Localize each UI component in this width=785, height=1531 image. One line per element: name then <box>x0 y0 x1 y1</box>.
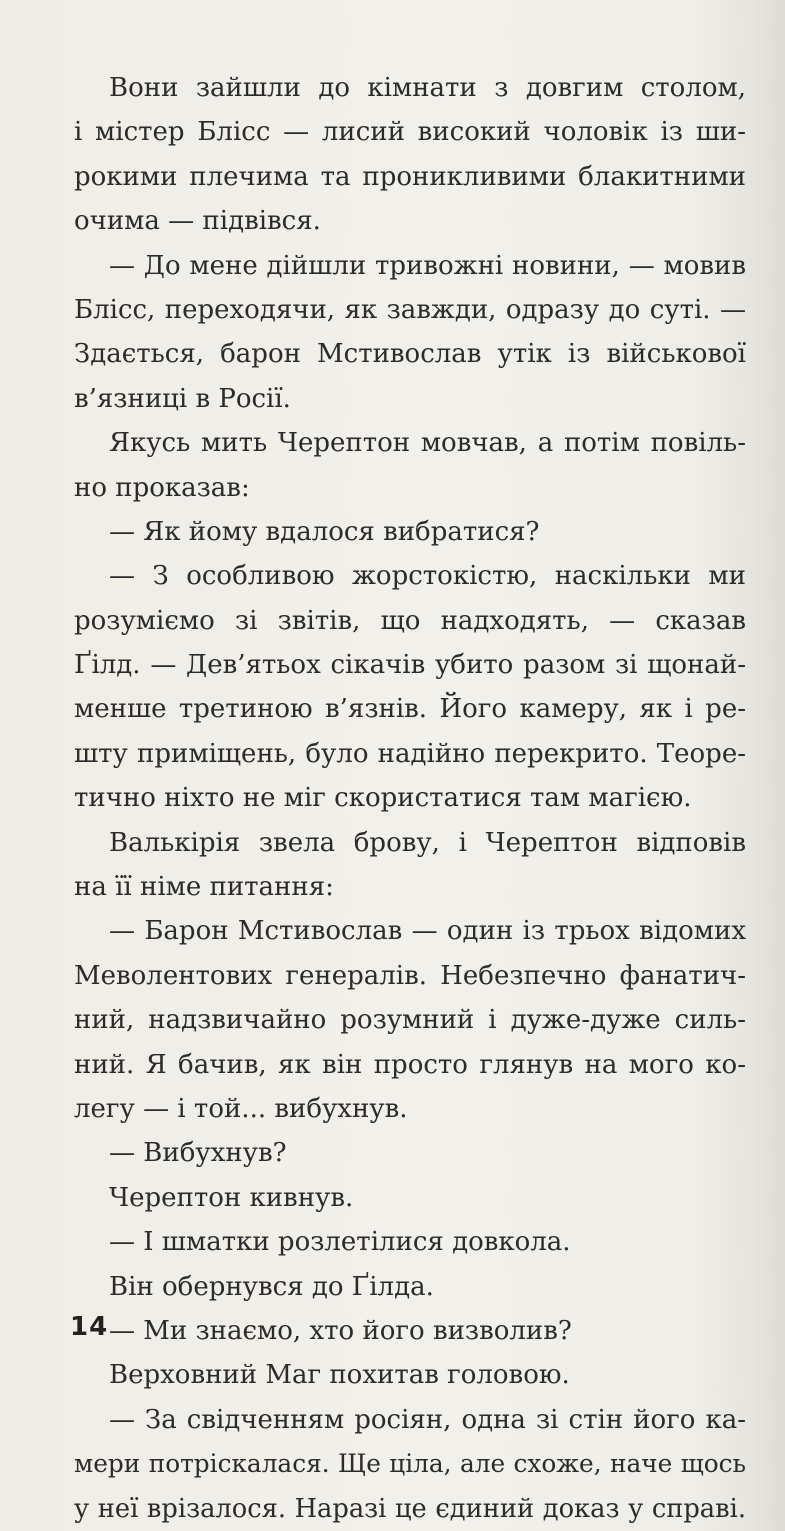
text-line: розуміємо зі звітів, що надходять, — сказав <box>74 605 746 636</box>
text-line: — Ми знаємо, хто його визволив? <box>109 1315 572 1346</box>
text-line: ний, надзвичайно розумний і дуже-дуже силь- <box>74 1005 746 1036</box>
text-line: Меволентових генералів. Небезпечно фанатич- <box>74 960 746 991</box>
text-line: легу — і той... вибухнув. <box>74 1093 408 1124</box>
page-number: 14 <box>70 1312 109 1342</box>
text-line: очима — підвівся. <box>74 206 321 237</box>
text-line: — З особливою жорстокістю, наскільки ми <box>109 561 746 592</box>
text-line: у неї врізалося. Наразі це єдиний доказ у справі. <box>74 1493 746 1524</box>
text-line: — І шматки розлетілися довкола. <box>109 1227 571 1258</box>
text-line: ний. Я бачив, як він просто глянув на мого ко- <box>74 1049 746 1080</box>
text-line: мери потріскалася. Ще ціла, але схоже, наче щось <box>74 1449 746 1479</box>
text-line: Вони зайшли до кімнати з довгим столом, <box>109 73 746 103</box>
text-line: — Вибухнув? <box>109 1138 287 1169</box>
text-line: Якусь мить Черептон мовчав, а потім повіль- <box>109 428 746 459</box>
text-line: — Барон Мстивослав — один із трьох відомих <box>109 916 746 947</box>
text-line: — До мене дійшли тривожні новини, — мовив <box>109 250 746 281</box>
text-line: Валькірія звела брову, і Черептон відповів <box>109 827 746 858</box>
text-line: рокими плечима та проникливими блакитними <box>74 161 746 192</box>
text-line: Верховний Маг похитав головою. <box>109 1360 570 1391</box>
text-body <box>74 66 746 1531</box>
text-line: на її німе питання: <box>74 872 334 903</box>
text-line: і містер Блісс — лисий високий чоловік із ши- <box>74 117 746 148</box>
text-line: Ґілд. — Дев’ятьох сікачів убито разом зі щонай- <box>74 650 746 681</box>
text-line: шту приміщень, було надійно перекрито. Теоре- <box>74 738 746 769</box>
text-line: в’язниці в Росії. <box>74 383 291 414</box>
text-line: тично ніхто не міг скористатися там магією. <box>74 783 692 814</box>
text-line: менше третиною в’язнів. Його камеру, як і ре- <box>74 694 746 725</box>
text-line: но проказав: <box>74 472 250 503</box>
text-line: Черептон кивнув. <box>109 1182 354 1213</box>
text-line: Здається, барон Мстивослав утік із військової <box>74 339 746 370</box>
text-line: — Як йому вдалося вибратися? <box>109 516 540 547</box>
text-line: Він обернувся до Ґілда. <box>109 1271 434 1302</box>
text-line: Блісс, переходячи, як завжди, одразу до суті. — <box>74 294 746 325</box>
text-line: — За свідченням росіян, одна зі стін його ка- <box>109 1404 746 1435</box>
